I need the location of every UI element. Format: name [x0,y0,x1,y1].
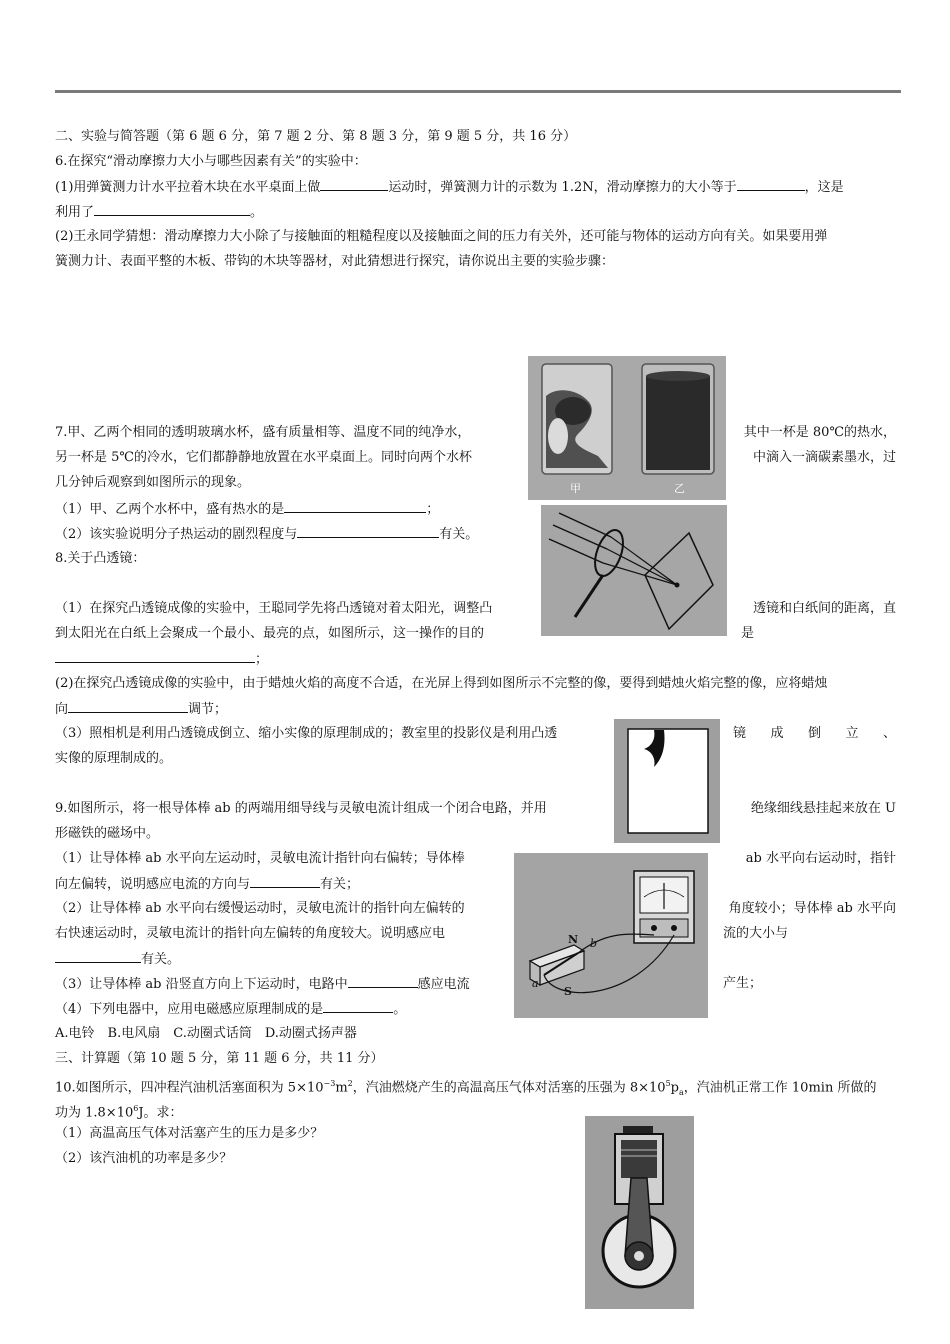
q8-p3-line1-right [733,725,896,742]
q9-blank-2[interactable] [55,950,141,963]
q6-part2-line1: (2)王永同学猜想：滑动摩擦力大小除了与接触面的粗糙程度以及接触面之间的压力有关外，还可能与物体的运动方向有关。如果要用弹 [55,229,828,244]
q9-p2-line2-left: 右快速运动时，灵敏电流计的指针向左偏转的角度较大。说明感应电 [55,926,446,941]
q10-l1-e: ，汽油机正常工作 10min 所做的 [683,1080,877,1096]
q10-l2-b: J。求： [138,1105,183,1121]
q6-part2-line2: 簧测力计、表面平整的木板、带钩的木块等器材，对此猜想进行探究，请你说出主要的实验步骤： [55,254,615,269]
q7-blank-1[interactable] [284,500,426,513]
q6-blank-3[interactable] [94,203,250,216]
q10-l1-d: p [670,1080,679,1096]
q8-p3-char-4: 立 [845,726,859,741]
q7-q1 [55,500,439,518]
q8-p1-end: ； [255,652,269,667]
q9-p1-line1-right: ab 水平向右运动时，指针 [745,851,896,866]
q9-p2-end: 有关。 [141,952,181,967]
q7-blank-2[interactable] [297,525,439,538]
q8-p2-line1: (2)在探究凸透镜成像的实验中，由于蜡烛火焰的高度不合适，在光屏上得到如图所示不完整的像，要得到蜡烛火焰完整的像，应将蜡烛 [55,676,828,691]
q8-p1-line1-left: （1）在探究凸透镜成像的实验中，王聪同学先将凸透镜对着太阳光，调整凸 [55,601,493,616]
q6-blank-2[interactable] [737,178,805,191]
q10-l1-a: 10.如图所示，四冲程汽油机活塞面积为 5×10 [55,1080,324,1096]
beakers-drawing [528,356,726,500]
section3-title: 三、计算题（第 10 题 5 分，第 11 题 6 分，共 11 分） [55,1051,384,1066]
section2-title: 二、实验与简答题（第 6 题 6 分，第 7 题 2 分、第 8 题 3 分，第 9 题 5 分，共 16 分） [55,129,577,144]
q10-l1-b: m [335,1080,348,1096]
q8-stem: 8.关于凸透镜： [55,551,146,566]
q8-blank-1[interactable] [55,650,255,663]
galvanometer-drawing [514,853,708,1018]
q10-l1-sub: a [679,1087,684,1097]
q7-q2 [55,525,478,543]
magnet-label-s: S [564,985,572,998]
q6-blank-1[interactable] [320,178,388,191]
q8-p3-char-1: 镜 [733,726,747,741]
q8-p2-line2 [55,700,227,718]
q9-p2-line1-right: 角度较小；导体棒 ab 水平向 [728,901,896,916]
q9-line2: 形磁铁的磁场中。 [55,826,160,841]
q9-options: A.电铃 B.电风扇 C.动圈式话筒 D.动圈式扬声器 [55,1026,357,1041]
magnet-label-n: N [568,933,579,946]
q9-p1-b: 有关； [320,877,360,892]
rod-label-a: a [532,977,539,990]
q9-p3-b: 感应电流 [417,977,470,992]
q7-q1-b: ； [426,502,440,517]
q9-p3-a: （3）让导体棒 ab 沿竖直方向上下运动时，电路中 [55,977,348,992]
q6-stem: 6.在探究“滑动摩擦力大小与哪些因素有关”的实验中： [55,154,367,169]
q9-blank-4[interactable] [323,1000,393,1013]
q8-blank-2[interactable] [68,700,188,713]
q9-p4-a: （4）下列电器中，应用电磁感应原理制成的是 [55,1002,324,1017]
lens-figure [541,505,727,636]
q6-p1-a: (1)用弹簧测力计水平拉着木块在水平桌面上做 [55,180,321,195]
q9-p1-line1-left: （1）让导体棒 ab 水平向左运动时，灵敏电流计指针向右偏转；导体棒 [55,851,465,866]
q9-p2-line3 [55,950,180,968]
q9-p4-b: 。 [393,1002,407,1017]
q8-p1-line3 [55,650,268,668]
top-rule [55,90,901,93]
q7-line1-left: 7.甲、乙两个相同的透明玻璃水杯，盛有质量相等、温度不同的纯净水， [55,425,471,440]
q8-p3-char-5: 、 [882,726,896,741]
q6-p1-e: 。 [250,205,264,220]
q8-p3-line1-left: （3）照相机是利用凸透镜成倒立、缩小实像的原理制成的；教室里的投影仪是利用凸透 [55,726,558,741]
q10-line1 [55,1075,876,1101]
rod-label-b: b [590,937,598,950]
q6-p1-c: ，这是 [804,180,844,195]
q8-p3-line2: 实像的原理制成的。 [55,751,173,766]
q8-p3-char-3: 倒 [807,726,821,741]
q9-p1-line2 [55,875,359,893]
q9-p3-left [55,975,470,993]
q9-blank-3[interactable] [348,975,418,988]
q9-p4 [55,1000,406,1018]
q9-p3-right: 产生； [723,976,763,991]
q10-q1: （1）高温高压气体对活塞产生的压力是多少？ [55,1126,324,1141]
q7-q2-a: （2）该实验说明分子热运动的剧烈程度与 [55,527,298,542]
screen-drawing [614,719,720,843]
q8-p1-line1-right: 透镜和白纸间的距离，直 [752,601,896,616]
q10-l2-sup: 6 [133,1104,139,1113]
q6-p1-b: 运动时，弹簧测力计的示数为 1.2N，滑动摩擦力的大小等于 [388,180,737,195]
q8-p2-a: 向 [55,702,69,717]
beakers-figure [528,356,726,500]
q9-p2-line2-right: 流的大小与 [723,926,789,941]
q7-line1-right: 其中一杯是 80℃的热水， [743,425,896,440]
q8-p2-b: 调节； [188,702,228,717]
engine-figure [585,1116,694,1309]
q8-p3-char-2: 成 [770,726,784,741]
q9-p2-line1-left: （2）让导体棒 ab 水平向右缓慢运动时，灵敏电流计的指针向左偏转的 [55,901,465,916]
engine-drawing [585,1116,694,1309]
q6-part1-cont [55,203,263,221]
lens-drawing [541,505,727,636]
screen-figure [614,719,720,843]
q9-line1-right: 绝缘细线悬挂起来放在 U [750,801,896,816]
q10-q2: （2）该汽油机的功率是多少？ [55,1151,233,1166]
q10-l1-c: ，汽油燃烧产生的高温高压气体对活塞的压强为 8×10 [352,1080,666,1096]
q10-line2 [55,1100,183,1121]
q9-p1-a: 向左偏转，说明感应电流的方向与 [55,877,251,892]
q7-q2-b: 有关。 [439,527,479,542]
q10-l1-sup1: −3 [323,1079,336,1088]
fig-label-yi: 乙 [674,482,685,495]
q7-line3: 几分钟后观察到如图所示的现象。 [55,475,251,490]
q9-blank-1[interactable] [250,875,320,888]
galvanometer-figure [514,853,708,1018]
q7-q1-a: （1）甲、乙两个水杯中，盛有热水的是 [55,502,285,517]
q6-part1 [55,178,844,196]
q7-line2-right: 中滴入一滴碳素墨水，过 [752,450,896,465]
q6-p1-d: 利用了 [55,205,95,220]
q7-line2-left: 另一杯是 5℃的冷水，它们都静静地放置在水平桌面上。同时向两个水杯 [55,450,472,465]
fig-label-jia: 甲 [570,482,581,495]
q10-l1-sup3: 5 [665,1079,671,1088]
q10-l2-a: 功为 1.8×10 [55,1105,134,1121]
q8-p1-line2-right: 是 [741,626,755,641]
q10-l1-sup2: 2 [347,1079,353,1088]
q8-p1-line2-left: 到太阳光在白纸上会聚成一个最小、最亮的点，如图所示，这一操作的目的 [55,626,485,641]
q9-line1-left: 9.如图所示，将一根导体棒 ab 的两端用细导线与灵敏电流计组成一个闭合电路，并用 [55,801,547,816]
